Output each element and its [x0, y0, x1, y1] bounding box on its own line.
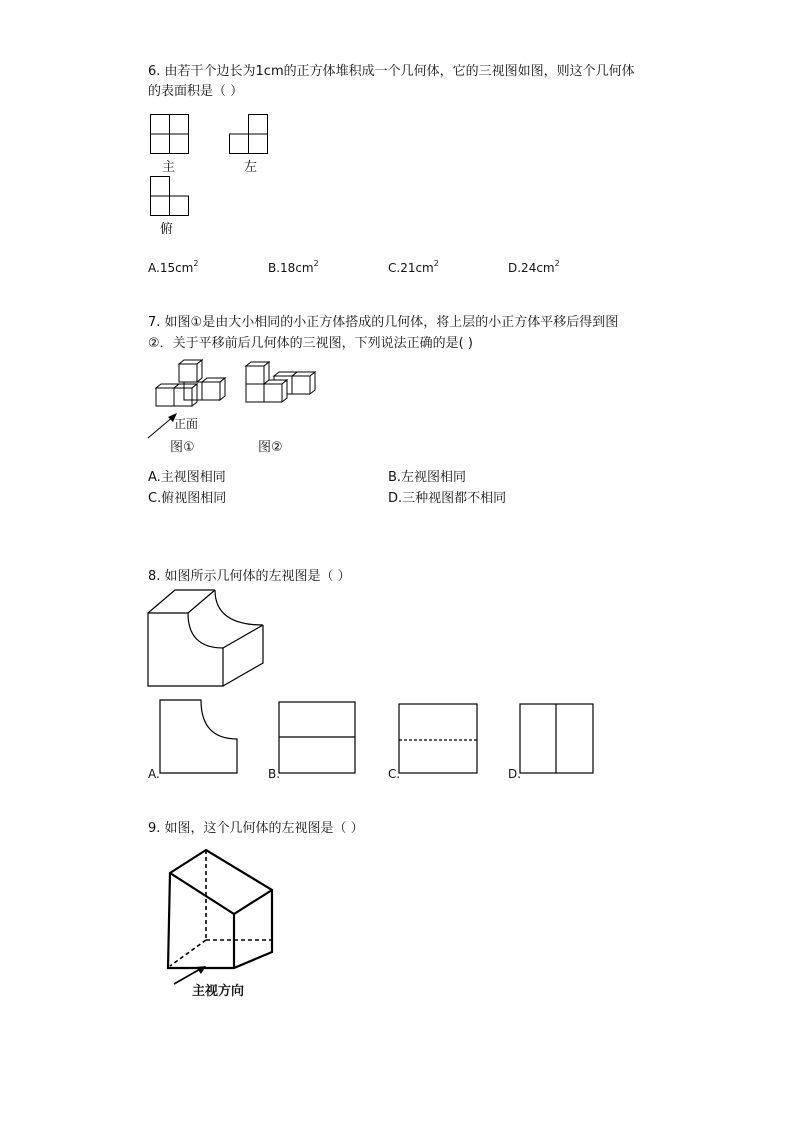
q8-option-a-label: A. [148, 767, 160, 781]
q7-fig2-label: 图② [258, 440, 283, 455]
q6-label-front: 主 [162, 160, 176, 175]
q9-text-line1: 9. 如图，这个几何体的左视图是（ ） [148, 821, 364, 836]
q7-option-c: C.俯视图相同 [148, 491, 227, 506]
q7-fig1-label: 图① [170, 440, 195, 455]
q6-text-line2: 的表面积是（ ） [148, 84, 244, 99]
q7-figure-1 [150, 360, 230, 410]
q9-direction-label: 主视方向 [192, 984, 245, 999]
q7-text-line2: ②．关于平移前后几何体的三视图，下列说法正确的是( ) [148, 336, 473, 351]
q8-option-d-figure [519, 703, 595, 775]
q7-front-label: 正面 [174, 417, 199, 431]
q8-option-a-figure [159, 699, 239, 775]
q8-option-b-figure [278, 701, 356, 775]
q6-option-a: $A.15cm^2$ [148, 259, 199, 275]
q7-text-line1: 7. 如图①是由大小相同的小正方体搭成的几何体，将上层的小正方体平移后得到图 [148, 315, 619, 330]
q7-option-a: A.主视图相同 [148, 470, 226, 485]
q8-option-b-label: B. [268, 767, 281, 781]
q6-text-line1: 6. 由若干个边长为1cm的正方体堆积成一个几何体，它的三视图如图，则这个几何体 [148, 64, 635, 79]
q7-figure-2 [242, 360, 322, 410]
q7-option-d: D.三种视图都不相同 [388, 491, 507, 506]
q8-text-line1: 8. 如图所示几何体的左视图是（ ） [148, 569, 351, 584]
q6-label-left: 左 [244, 160, 258, 175]
q6-label-top: 俯 [160, 222, 174, 237]
q9-solid-figure [164, 848, 276, 972]
q6-option-b: $B.18cm^2$ [268, 259, 319, 275]
q6-left-view-figure [229, 114, 269, 156]
q7-option-b: B.左视图相同 [388, 470, 467, 485]
q6-front-view-figure [150, 114, 190, 156]
q6-top-view-figure [150, 176, 190, 218]
q6-option-c: $C.21cm^2$ [388, 259, 439, 275]
q8-option-c-figure [398, 703, 478, 775]
q9-direction-arrow-icon [170, 964, 210, 986]
q8-option-c-label: C. [388, 767, 401, 781]
q6-option-d: $D.24cm^2$ [508, 259, 560, 275]
q8-option-d-label: D. [508, 767, 522, 781]
q8-solid-figure [147, 588, 265, 688]
